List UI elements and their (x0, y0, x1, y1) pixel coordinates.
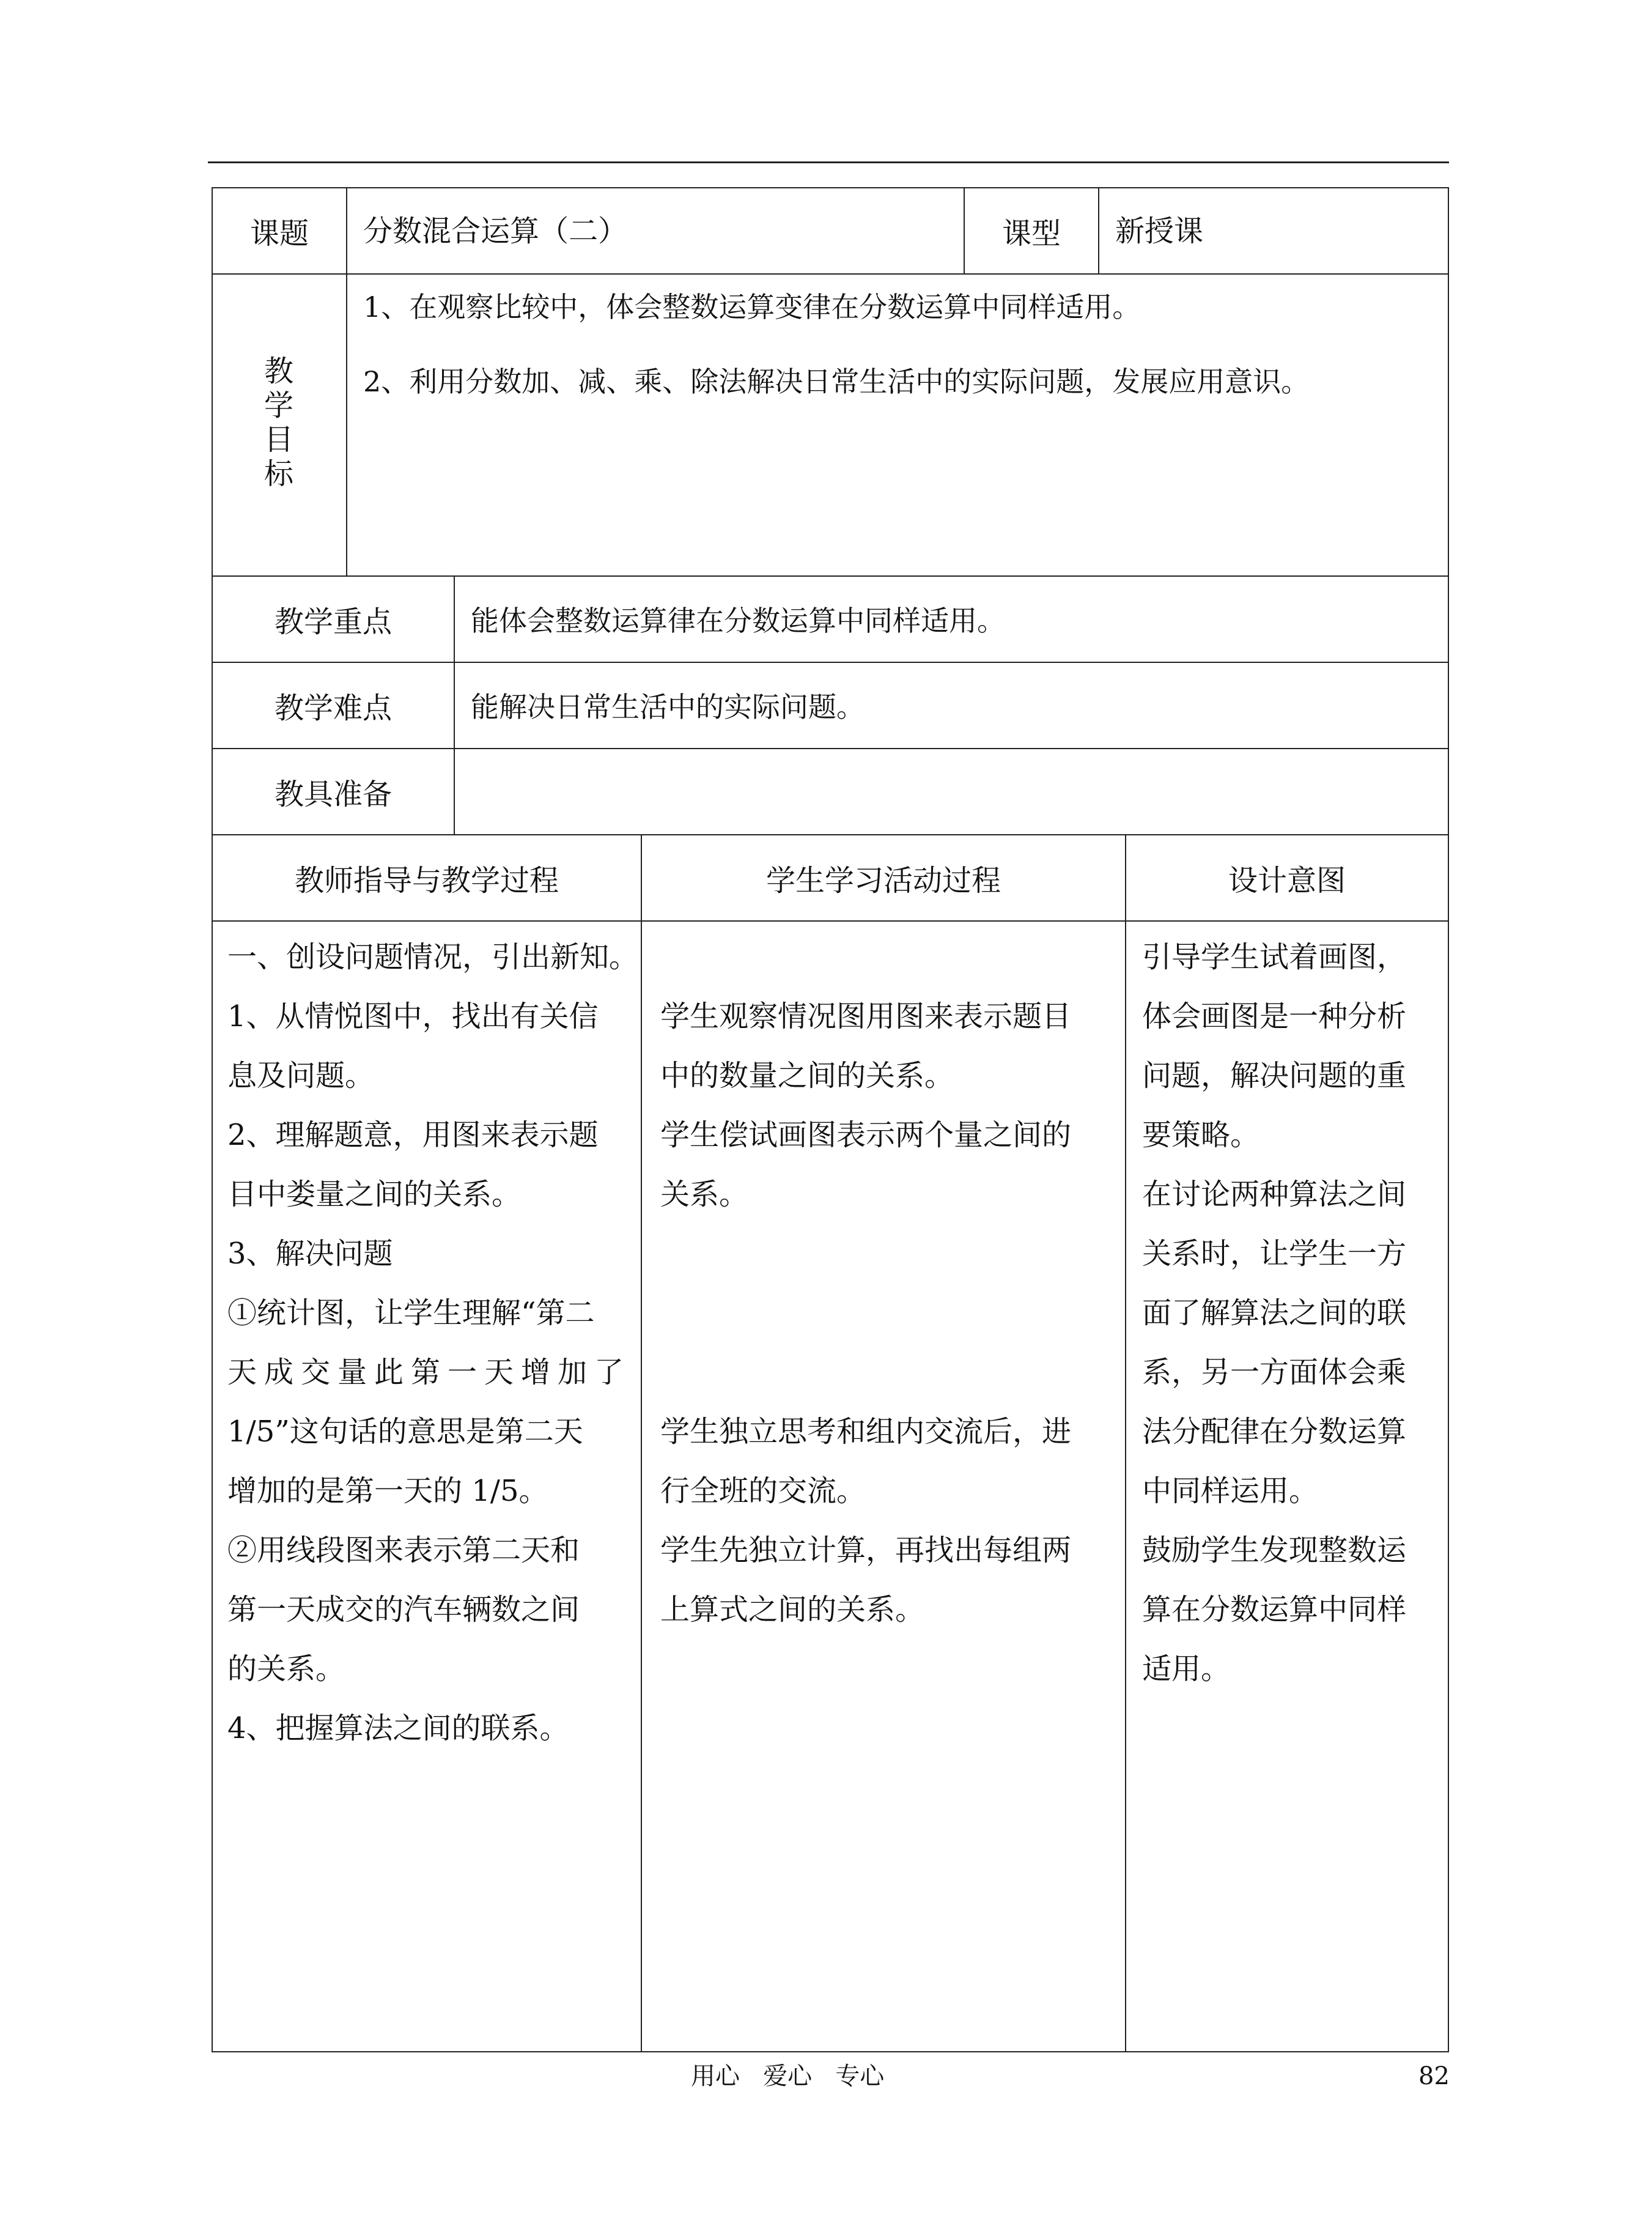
objectives-label-char: 标 (264, 457, 293, 491)
design-line: 要策略。 (1142, 1118, 1260, 1152)
teacher-header-cell (212, 834, 642, 922)
student-lines (660, 928, 1071, 1640)
topic-label: 课题 (249, 216, 309, 251)
design-column (1125, 920, 1449, 2052)
objectives-label-char: 教 (264, 354, 293, 388)
teacher-line: 天成交量此第一天增加了 (227, 1355, 632, 1389)
objective-item: 1、在观察比较中，体会整数运算变律在分数运算中同样适用。 (363, 290, 1141, 324)
key-point-label: 教学重点 (274, 605, 392, 639)
teacher-line: 目中娄量之间的关系。 (227, 1177, 522, 1211)
topic-value: 分数混合运算（二） (363, 214, 628, 248)
student-line (660, 928, 1071, 987)
student-header-cell (641, 834, 1126, 922)
student-line: 行全班的交流。 (660, 1474, 866, 1508)
student-line: 上算式之间的关系。 (660, 1592, 925, 1627)
design-line: 算在分数运算中同样 (1142, 1592, 1407, 1627)
student-line: 学生偿试画图表示两个量之间的 (660, 1118, 1072, 1152)
key-point-value: 能体会整数运算律在分数运算中同样适用。 (471, 604, 1005, 637)
teacher-line: 3、解决问题 (227, 1237, 393, 1271)
materials-value-cell (454, 748, 1449, 835)
student-header: 学生学习活动过程 (765, 864, 1001, 898)
materials-label: 教具准备 (274, 777, 392, 812)
difficulty-label-cell (212, 662, 455, 749)
design-line: 引导学生试着画图， (1142, 940, 1407, 974)
difficulty-label: 教学难点 (274, 691, 392, 725)
footer-motto: 用心 爱心 专心 (691, 2062, 885, 2090)
student-line: 关系。 (660, 1177, 749, 1211)
teacher-line: 4、把握算法之间的联系。 (227, 1711, 569, 1745)
design-line: 关系时，让学生一方 (1142, 1237, 1407, 1271)
teacher-lines (227, 928, 638, 1758)
student-line (660, 1284, 1071, 1343)
key-point-label-cell (212, 575, 455, 663)
design-line: 适用。 (1142, 1652, 1231, 1686)
design-line: 面了解算法之间的联 (1142, 1296, 1407, 1330)
topic-label-cell (212, 187, 347, 275)
student-line: 学生独立思考和组内交流后，进 (660, 1415, 1072, 1449)
design-header: 设计意图 (1228, 864, 1346, 898)
header-rule (208, 161, 1449, 163)
difficulty-value: 能解决日常生活中的实际问题。 (471, 690, 865, 723)
objectives-label-char: 目 (264, 423, 293, 457)
design-line: 体会画图是一种分析 (1142, 999, 1407, 1034)
design-header-cell (1125, 834, 1449, 922)
objectives-label (260, 354, 297, 491)
student-column (641, 920, 1126, 2052)
student-line (660, 1224, 1071, 1284)
materials-label-cell (212, 748, 455, 835)
design-line: 法分配律在分数运算 (1142, 1415, 1407, 1449)
teacher-line: 一、创设问题情况，引出新知。 (227, 940, 639, 974)
teacher-column (212, 920, 642, 2052)
design-line: 鼓励学生发现整数运 (1142, 1533, 1407, 1567)
teacher-line: ①统计图，让学生理解“第二 (227, 1296, 595, 1330)
teacher-line: 增加的是第一天的 1/5。 (227, 1474, 548, 1508)
objective-item: 2、利用分数加、减、乘、除法解决日常生活中的实际问题，发展应用意识。 (363, 365, 1310, 398)
objectives-list (363, 270, 1309, 419)
key-point-value-cell (454, 575, 1449, 663)
teacher-line: 1/5”这句话的意思是第二天 (227, 1415, 583, 1449)
topic-value-cell (346, 187, 965, 275)
design-lines (1142, 928, 1406, 1699)
teacher-line: 的关系。 (227, 1652, 345, 1686)
design-line: 系，另一方面体会乘 (1142, 1355, 1407, 1389)
objectives-content-cell (346, 273, 1449, 577)
teacher-line: ②用线段图来表示第二天和 (227, 1533, 580, 1567)
teacher-line: 息及问题。 (227, 1059, 375, 1093)
objectives-label-char: 学 (264, 388, 293, 423)
teacher-line: 2、理解题意，用图来表示题 (227, 1118, 599, 1152)
design-line: 在讨论两种算法之间 (1142, 1177, 1407, 1211)
type-value: 新授课 (1115, 214, 1204, 248)
page-number: 82 (1418, 2062, 1450, 2090)
student-line: 学生观察情况图用图来表示题目 (660, 999, 1072, 1034)
teacher-line: 1、从情悦图中，找出有关信 (227, 999, 599, 1034)
type-label-cell (964, 187, 1099, 275)
teacher-line: 第一天成交的汽车辆数之间 (227, 1592, 580, 1627)
objectives-label-cell (212, 273, 347, 577)
student-line: 中的数量之间的关系。 (660, 1059, 954, 1093)
type-label: 课型 (1001, 216, 1061, 251)
type-value-cell (1098, 187, 1449, 275)
difficulty-value-cell (454, 662, 1449, 749)
design-line: 问题，解决问题的重 (1142, 1059, 1407, 1093)
student-line: 学生先独立计算，再找出每组两 (660, 1533, 1072, 1567)
student-line (660, 1343, 1071, 1402)
design-line: 中同样运用。 (1142, 1474, 1319, 1508)
teacher-header: 教师指导与教学过程 (294, 864, 559, 898)
